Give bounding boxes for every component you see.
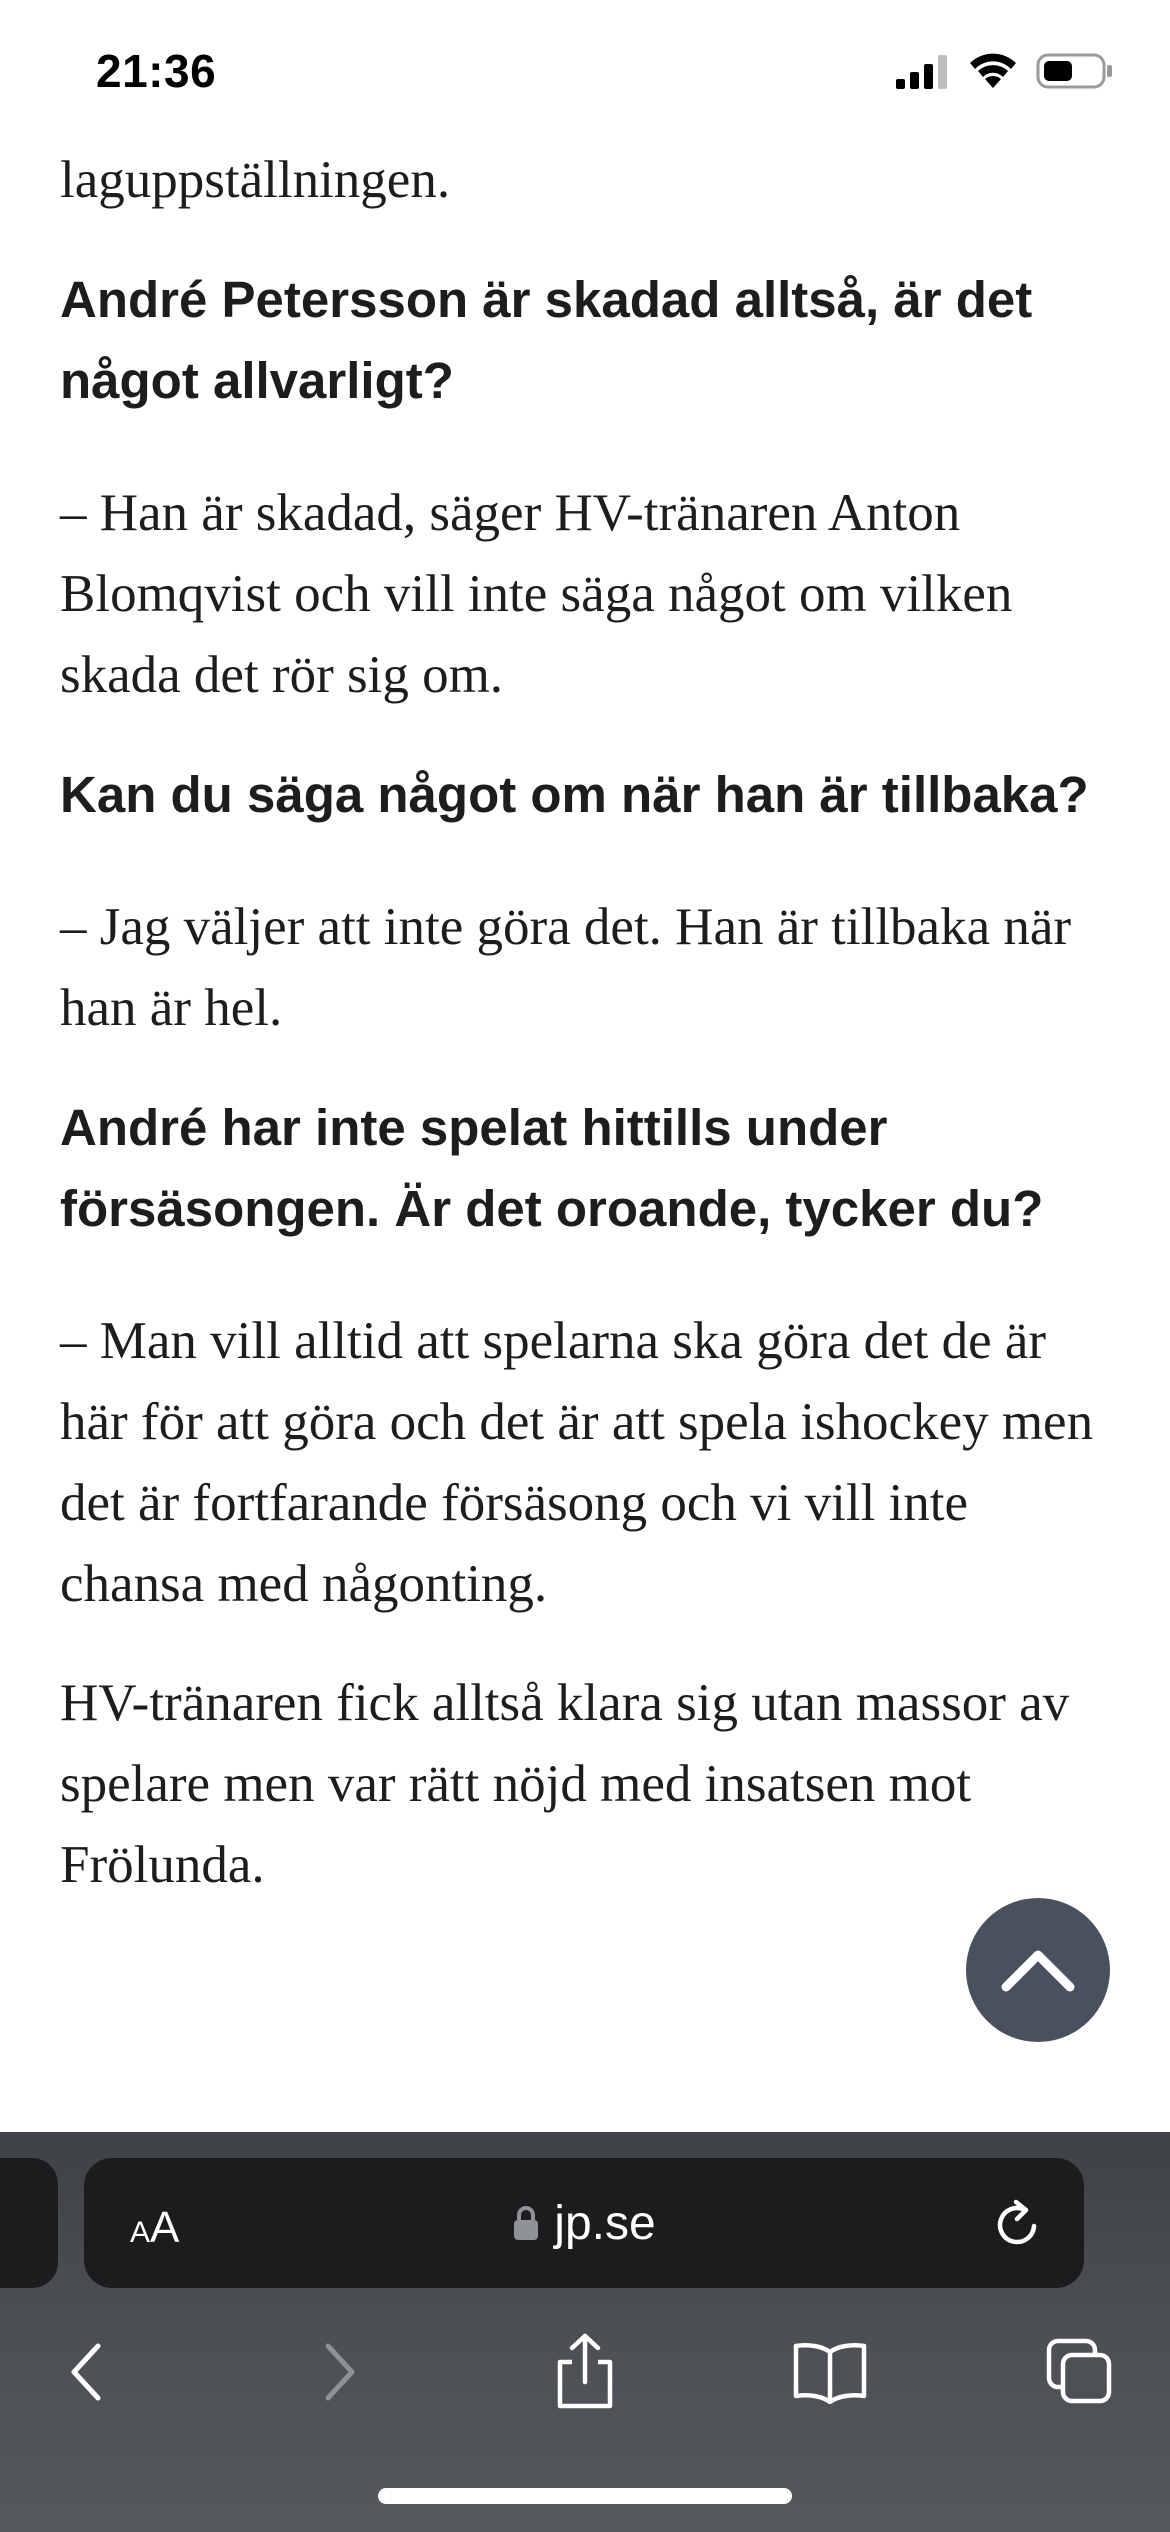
status-icons [896,52,1114,90]
article-paragraph: HV-tränaren fick alltså klara sig utan massor av spelare men var rätt nöjd med insatsen mot Frölunda. [60,1674,1070,1894]
browser-nav-row [0,2312,1170,2432]
interview-answer: – Jag väljer att inte göra det. Han är tillbaka när han är hel. [60,898,1072,1037]
url-text: jp.se [554,2196,656,2250]
interview-question: André Petersson är skadad alltså, är det något allvarligt? [60,271,1033,409]
text-size-large-glyph: A [150,2203,180,2252]
back-icon [66,2340,106,2404]
scroll-to-top-button[interactable] [966,1898,1110,2042]
address-bar[interactable] [84,2158,1084,2288]
forward-button[interactable] [300,2332,380,2412]
status-time: 21:36 [96,45,217,97]
cellular-signal-icon [896,53,950,89]
interview-question: Kan du säga något om när han är tillbaka? [60,766,1089,823]
text-size-small-glyph: A [130,2216,151,2249]
text-size-button[interactable] [130,2192,179,2254]
reload-icon [990,2196,1046,2252]
interview-answer: – Han är skadad, säger HV-tränaren Anton Blomqvist och vill inte säga något om vilken skada det rör sig om. [60,484,1013,704]
interview-answer: – Man vill alltid att spelarna ska göra det de är här för att göra och det är att spela ishockey men det är fortfarande försäsong och vi vill inte chansa med någonting. [60,1312,1094,1613]
share-button[interactable] [545,2332,625,2412]
article-body [60,140,1120,1906]
forward-icon [320,2340,360,2404]
battery-icon [1036,52,1114,90]
bookmarks-icon [792,2340,868,2404]
browser-toolbar [0,2132,1170,2532]
wifi-icon [968,52,1018,90]
interview-question: André har inte spelat hittills under försäsongen. Är det oroande, tycker du? [60,1099,1044,1237]
home-indicator [378,2488,792,2504]
share-icon [552,2332,618,2412]
back-button[interactable] [46,2332,126,2412]
url-display[interactable] [84,2158,1084,2288]
tabs-icon [1045,2337,1115,2407]
lock-icon [512,2204,540,2242]
previous-tab-peek[interactable] [0,2158,58,2288]
bookmarks-button[interactable] [790,2332,870,2412]
status-bar [0,0,1170,150]
reload-button[interactable] [990,2196,1046,2252]
chevron-up-icon [998,1945,1078,1995]
article-paragraph: laguppställningen. [60,151,451,209]
tabs-button[interactable] [1040,2332,1120,2412]
